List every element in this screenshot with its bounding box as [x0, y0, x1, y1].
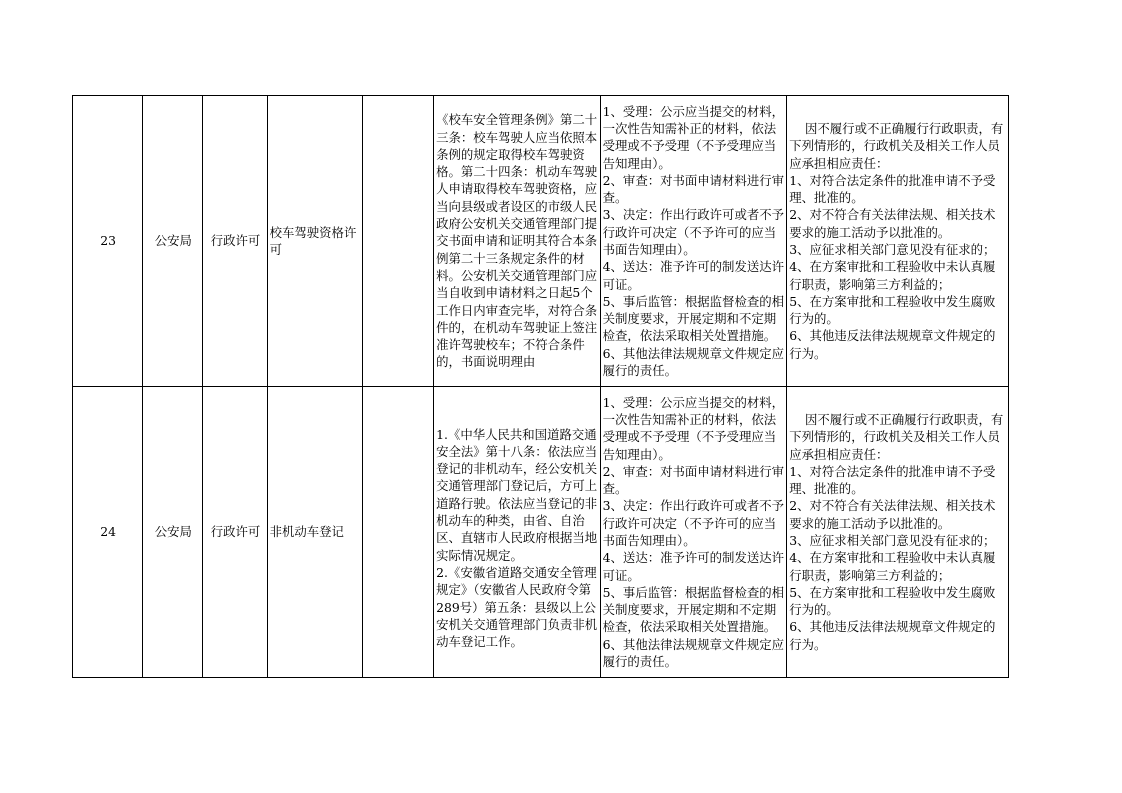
duty-items-cell: 1、受理：公示应当提交的材料，一次性告知需补正的材料，依法受理或不予受理（不予受理应当告知理由）。 2、审查：对书面申请材料进行审查。 3、决定：作出行政许可或者不予行政许可决定（不予许可的应当书面告知理由）。 4、送达：准予许可的制发送达许可证。 5、事后监管：根据监督检查的相关制度要求，开展定期和不定期检查，依法采取相关处置措施。 6、其他法律法规规章文件规定应履行的责任。 — [600, 96, 787, 387]
power-list-table — [72, 95, 1009, 678]
power-type-cell: 行政许可 — [203, 96, 267, 387]
table-row — [73, 96, 1009, 387]
power-type-cell: 行政许可 — [203, 387, 267, 678]
row-number: 24 — [73, 387, 143, 678]
liability-cell: 因不履行或不正确履行行政职责，有下列情形的，行政机关及相关工作人员应承担相应责任： 1、对符合法定条件的批准申请不予受理、批准的。 2、对不符合有关法律法规、相关技术要求的施工活动予以批准的。 3、应征求相关部门意见没有征求的； 4、在方案审批和工程验收中未认真履行职责，影响第三方利益的； 5、在方案审批和工程验收中发生腐败行为的。 6、其他违反法律法规规章文件规定的行为。 — [787, 387, 1009, 678]
duty-items-cell: 1、受理：公示应当提交的材料，一次性告知需补正的材料，依法受理或不予受理（不予受理应当告知理由）。 2、审查：对书面申请材料进行审查。 3、决定：作出行政许可或者不予行政许可决定（不予许可的应当书面告知理由）。 4、送达：准予许可的制发送达许可证。 5、事后监管：根据监督检查的相关制度要求，开展定期和不定期检查，依法采取相关处置措施。 6、其他法律法规规章文件规定应履行的责任。 — [600, 387, 787, 678]
sub-item-cell — [362, 96, 433, 387]
department-cell: 公安局 — [143, 387, 203, 678]
legal-basis-cell: 1.《中华人民共和国道路交通安全法》第十八条：依法应当登记的非机动车，经公安机关交通管理部门登记后，方可上道路行驶。依法应当登记的非机动车的种类，由省、自治区、直辖市人民政府根据当地实际情况规定。 2.《安徽省道路交通安全管理规定》（安徽省人民政府令第289号）第五条：县级以上公安机关交通管理部门负责非机动车登记工作。 — [434, 387, 601, 678]
legal-basis-cell: 《校车安全管理条例》第二十三条：校车驾驶人应当依照本条例的规定取得校车驾驶资格。第二十四条：机动车驾驶人申请取得校车驾驶资格，应当向县级或者设区的市级人民政府公安机关交通管理部门提交书面申请和证明其符合本条例第二十三条规定条件的材料。公安机关交通管理部门应当自收到申请材料之日起5个工作日内审查完毕，对符合条件的，在机动车驾驶证上签注准许驾驶校车；不符合条件的，书面说明理由 — [434, 96, 601, 387]
sub-item-cell — [362, 387, 433, 678]
row-number: 23 — [73, 96, 143, 387]
table-row — [73, 387, 1009, 678]
item-name-cell: 校车驾驶资格许可 — [267, 96, 362, 387]
item-name-cell: 非机动车登记 — [267, 387, 362, 678]
liability-cell: 因不履行或不正确履行行政职责，有下列情形的，行政机关及相关工作人员应承担相应责任： 1、对符合法定条件的批准申请不予受理、批准的。 2、对不符合有关法律法规、相关技术要求的施工活动予以批准的。 3、应征求相关部门意见没有征求的； 4、在方案审批和工程验收中未认真履行职责，影响第三方利益的； 5、在方案审批和工程验收中发生腐败行为的。 6、其他违反法律法规规章文件规定的行为。 — [787, 96, 1009, 387]
department-cell: 公安局 — [143, 96, 203, 387]
